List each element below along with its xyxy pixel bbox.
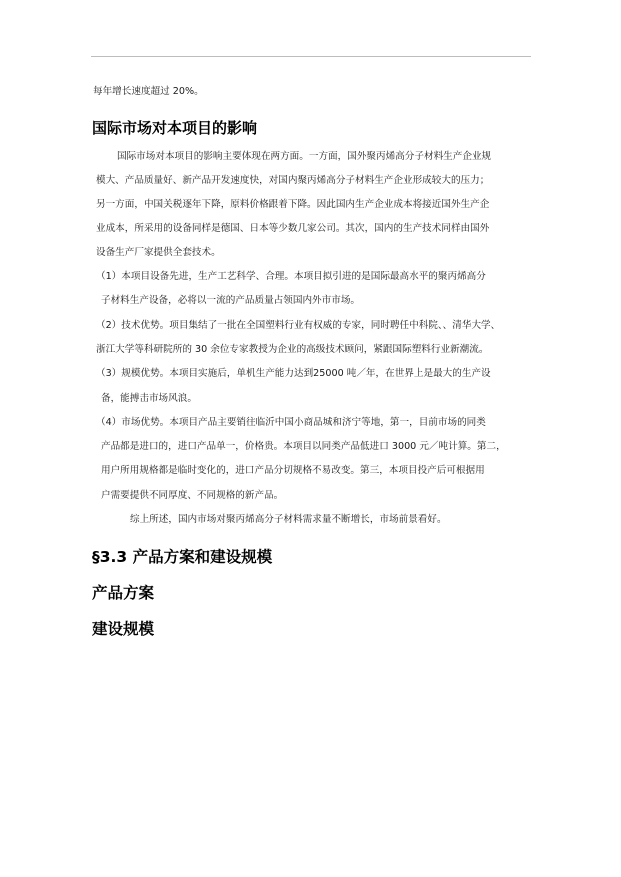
subheading-product-plan: 产品方案 [92,584,155,602]
paragraph-line: 设备生产厂家提供全套技术。 [96,247,221,258]
point-line: （2）技术优势。项目集结了一批在全国塑料行业有权威的专家，同时聘任中科院、、清华大学、 [96,320,501,331]
paragraph-line: 另一方面，中国关税逐年下降，原料价格跟着下降。因此国内生产企业成本将接近国外生产企 [96,199,490,210]
point-line: 用户所用规格都是临时变化的，进口产品分切规格不易改变。第三，本项目投产后可根据用 [101,465,485,476]
section-title: §3.3 产品方案和建设规模 [92,548,273,566]
paragraph-line: 国际市场对本项目的影响主要体现在两方面。一方面，国外聚丙烯高分子材料生产企业规 [117,151,492,162]
subheading-construction-scale: 建设规模 [92,620,155,638]
point-line: （1）本项目设备先进，生产工艺科学、合理。本项目拟引进的是国际最高水平的聚丙烯高分 [96,271,486,282]
point-line: 产品都是进口的，进口产品单一，价格贵。本项目以同类产品低进口 3000 元／吨计算。第二， [101,441,506,452]
intro-line: 每年增长速度超过 20%。 [93,86,204,97]
heading-market-impact: 国际市场对本项目的影响 [92,119,258,137]
point-line: 户需要提供不同厚度、不同规格的新产品。 [101,490,284,501]
point-line: 备，能搏击市场风浪。 [101,393,197,404]
point-line: 子材料生产设备，必将以一流的产品质量占领国内外市市场。 [101,295,361,306]
point-line: 浙江大学等科研院所的 30 余位专家教授为企业的高级技术顾问，紧跟国际塑料行业新潮流。 [96,344,489,355]
point-line: （3）规模优势。本项目实施后，单机生产能力达到25000 吨／年，在世界上是最大的生产设 [96,368,491,379]
paragraph-line: 模大、产品质量好、新产品开发速度快，对国内聚丙烯高分子材料生产企业形成较大的压力； [96,175,490,186]
summary-line: 综上所述，国内市场对聚丙烯高分子材料需求量不断增长，市场前景看好。 [130,514,447,525]
point-line: （4）市场优势。本项目产品主要销往临沂中国小商品城和济宁等地，第一，目前市场的同类 [96,417,486,428]
paragraph-line: 业成本，所采用的设备同样是德国、日本等少数几家公司。其次，国内的生产技术同样由国外 [96,223,490,234]
header-rule [91,56,531,57]
